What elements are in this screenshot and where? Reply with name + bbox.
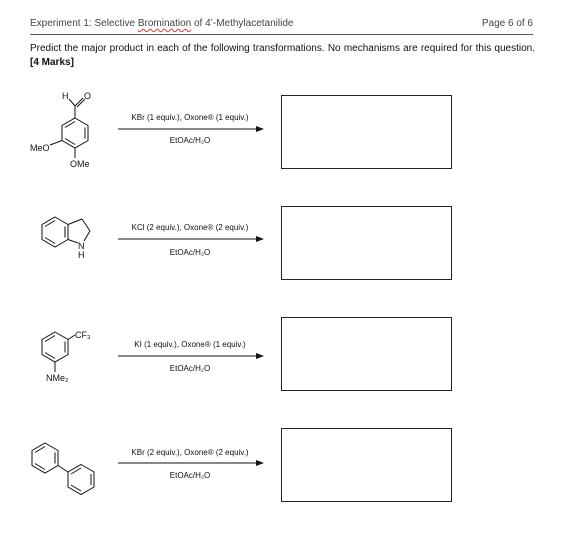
document-title: Experiment 1: Selective Bromination of 4’-Methylacetanilide [30, 18, 294, 29]
reactant-cf3-dimethylaniline [28, 307, 108, 397]
solvent-label: EtOAc/H₂O [169, 471, 211, 480]
svg-text:H: H [78, 250, 85, 260]
marks-label: [4 Marks] [30, 57, 74, 68]
svg-text:MeO: MeO [30, 143, 50, 153]
solvent-label: EtOAc/H₂O [169, 136, 211, 145]
page-header [30, 14, 533, 35]
reagents-label: KBr (2 equiv.), Oxone® (2 equiv.) [131, 448, 249, 457]
question-text: Predict the major product in each of the following transformations. No mechanisms are required for this question. [4 Marks] [30, 43, 535, 68]
answer-box-3[interactable] [281, 317, 452, 391]
reaction-4 [0, 418, 563, 518]
page-number: Page 6 of 6 [481, 18, 533, 29]
reaction-arrow [118, 458, 264, 468]
svg-text:OMe: OMe [70, 159, 90, 169]
answer-box-4[interactable] [281, 428, 452, 502]
svg-text:CF₃: CF₃ [75, 330, 91, 340]
solvent-label: EtOAc/H₂O [169, 248, 211, 257]
svg-text:H: H [62, 91, 69, 101]
svg-text:NMe₂: NMe₂ [46, 373, 69, 383]
reaction-1 [0, 85, 563, 185]
reagents-label: KCl (2 equiv.), Oxone® (2 equiv.) [131, 223, 249, 232]
answer-box-1[interactable] [281, 95, 452, 169]
reactant-dimethoxybenzaldehyde [28, 85, 108, 175]
reaction-arrow [118, 124, 264, 134]
solvent-label: EtOAc/H₂O [169, 364, 211, 373]
answer-box-2[interactable] [281, 206, 452, 280]
reagents-label: KI (1 equiv.), Oxone® (1 equiv.) [134, 340, 246, 349]
reactant-biphenyl [28, 418, 108, 508]
spellcheck-word: Bromination [137, 18, 192, 29]
reaction-arrow [118, 351, 264, 361]
reaction-arrow [118, 234, 264, 244]
reaction-2 [0, 196, 563, 296]
svg-text:N: N [78, 241, 85, 251]
reactant-indoline [28, 196, 108, 286]
svg-text:O: O [84, 91, 92, 101]
reaction-3 [0, 307, 563, 407]
reagents-label: KBr (1 equiv.), Oxone® (1 equiv.) [131, 113, 249, 122]
